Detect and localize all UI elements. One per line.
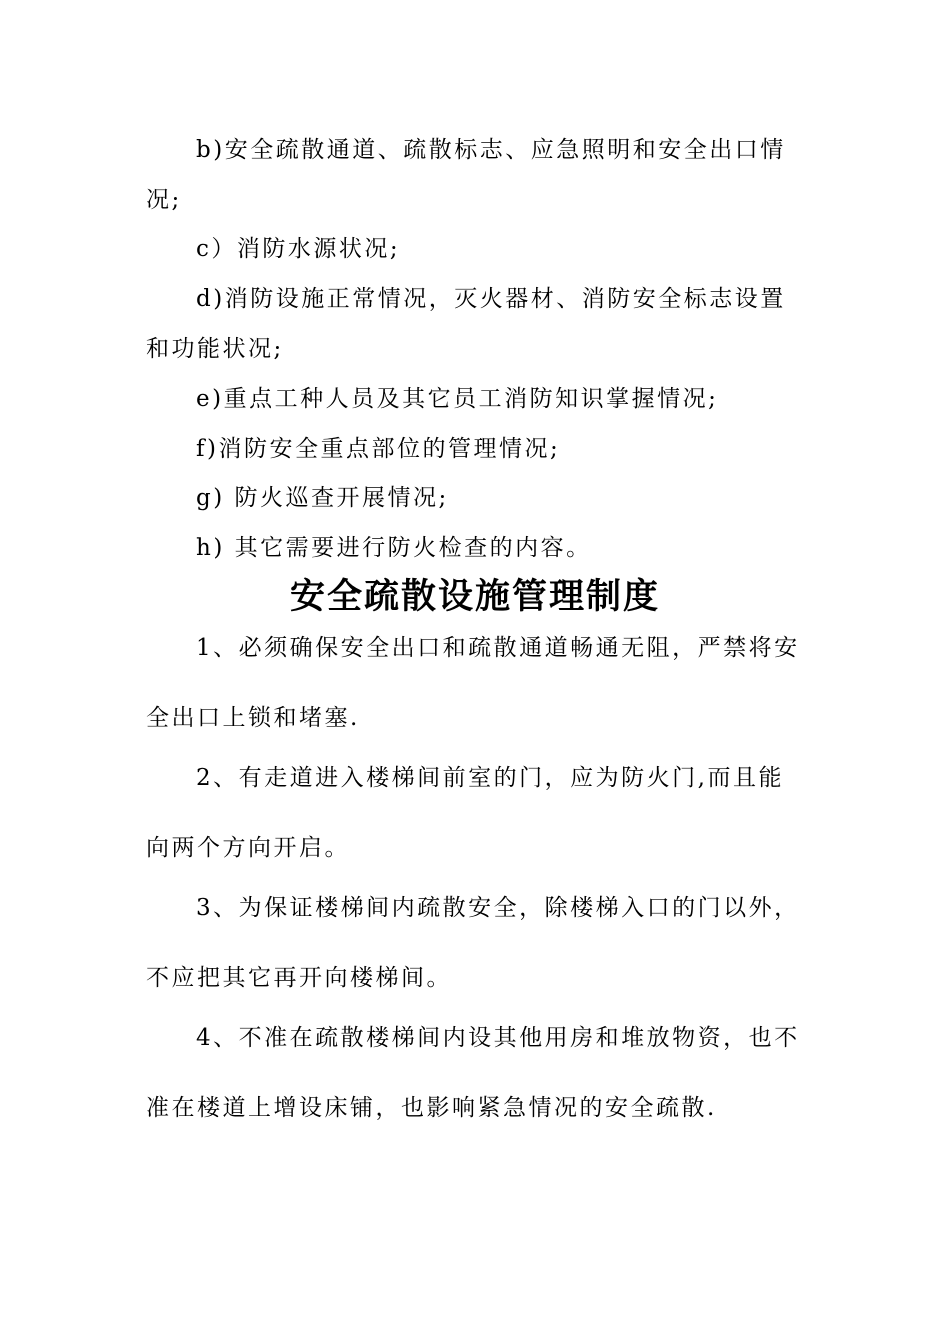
- checklist-item-h: h) 其它需要进行防火检查的内容。: [196, 535, 592, 561]
- rule-item-4-line1: 4、不准在疏散楼梯间内设其他用房和堆放物资，也不: [196, 1025, 800, 1051]
- checklist-item-d-line1: d)消防设施正常情况，灭火器材、消防安全标志设置: [196, 286, 786, 312]
- checklist-item-d-line2: 和功能状况;: [146, 336, 284, 362]
- checklist-item-e: e)重点工种人员及其它员工消防知识掌握情况;: [196, 386, 719, 412]
- checklist-item-c: c）消防水源状况;: [196, 236, 401, 262]
- checklist-item-f: f)消防安全重点部位的管理情况;: [196, 436, 561, 462]
- rule-item-1-line1: 1、必须确保安全出口和疏散通道畅通无阻，严禁将安: [196, 635, 800, 661]
- rule-item-2-line2: 向两个方向开启。: [146, 835, 350, 861]
- rule-item-2-line1: 2、有走道进入楼梯间前室的门，应为防火门,而且能: [196, 765, 784, 791]
- section-title: 安全疏散设施管理制度: [289, 576, 660, 617]
- rule-item-4-line2: 准在楼道上增设床铺，也影响紧急情况的安全疏散.: [146, 1095, 717, 1121]
- rule-item-3-line1: 3、为保证楼梯间内疏散安全，除楼梯入口的门以外，: [196, 895, 800, 921]
- checklist-item-b-line1: b)安全疏散通道、疏散标志、应急照明和安全出口情: [196, 137, 786, 163]
- rule-item-1-line2: 全出口上锁和堵塞.: [146, 705, 360, 731]
- checklist-item-b-line2: 况;: [146, 187, 182, 213]
- rule-item-3-line2: 不应把其它再开向楼梯间。: [146, 965, 452, 991]
- checklist-item-g: g) 防火巡查开展情况;: [196, 485, 449, 511]
